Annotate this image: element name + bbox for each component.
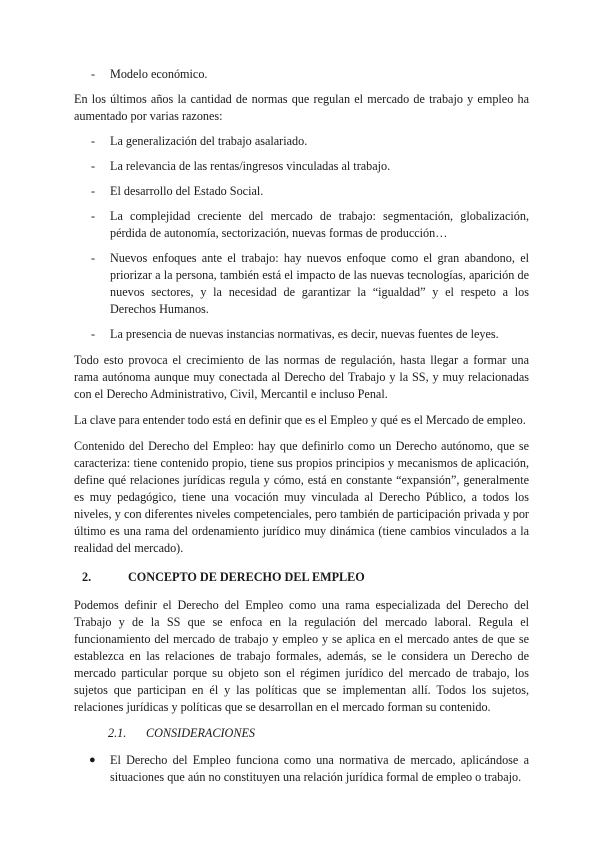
dash-marker: - <box>91 184 96 198</box>
paragraph: Todo esto provoca el crecimiento de las normas de regulación, hasta llegar a formar una rama autónoma aunque muy conectada al Derecho del Trabajo y la SS, y muy relacionadas con el Derecho Administrativo, Civil, Mercantil e incluso Penal. <box>74 353 529 401</box>
section-number: 2. <box>82 570 92 584</box>
dash-marker: - <box>91 251 96 265</box>
list-item-text: La presencia de nuevas instancias normativas, es decir, nuevas fuentes de leyes. <box>110 327 499 341</box>
section-title: CONCEPTO DE DERECHO DEL EMPLEO <box>128 570 365 584</box>
reasons-list <box>74 133 529 343</box>
list-item <box>74 158 529 175</box>
bullet-item <box>74 752 529 786</box>
list-item <box>74 326 529 343</box>
page-content <box>74 66 529 786</box>
list-item <box>74 133 529 150</box>
list-item-text: La complejidad creciente del mercado de trabajo: segmentación, globalización, pérdida de autonomía, sectorización, nuevas formas de producción… <box>110 209 529 240</box>
paragraph: Podemos definir el Derecho del Empleo como una rama especializada del Derecho del Trabajo y de la SS que se enfoca en la regulación del mercado laboral. Regula el funcionamiento del mercado de trabajo y empleo y se aplica en el mercado antes de que se establezca en las relaciones de trabajo formales, además, se le considera un Derecho de mercado particular porque su objeto son el régimen jurídico del mercado de trabajo, los sujetos que participan en él y las políticas que se implementan allí. Todos los sujetos, relaciones jurídicas y políticas que se desarrollan en el mercado forman su contenido. <box>74 598 529 714</box>
list-item-text: Nuevos enfoques ante el trabajo: hay nuevos enfoque como el gran abandono, el priorizar a la persona, también está el impacto de las nuevas tecnologías, aparición de nuevos sectores, y la necesidad de garantizar la “igualdad” y el respeto a los Derechos Humanos. <box>110 251 529 316</box>
subsection-heading <box>74 725 529 742</box>
paragraph: La clave para entender todo está en definir que es el Empleo y qué es el Mercado de empleo. <box>74 413 526 427</box>
list-item <box>74 66 529 83</box>
subsection-title: CONSIDERACIONES <box>146 726 256 740</box>
dash-marker: - <box>91 209 96 223</box>
list-item-text: El desarrollo del Estado Social. <box>110 184 264 198</box>
bullet-item-text: El Derecho del Empleo funciona como una normativa de mercado, aplicándose a situaciones que aún no constituyen una relación jurídica formal de empleo o trabajo. <box>110 753 529 784</box>
intro-paragraph: En los últimos años la cantidad de normas que regulan el mercado de trabajo y empleo ha aumentado por varias razones: <box>74 92 529 123</box>
bullet-marker: ● <box>89 754 96 766</box>
dash-marker: - <box>91 327 96 341</box>
section-heading <box>74 569 529 586</box>
list-item-text: La generalización del trabajo asalariado. <box>110 134 308 148</box>
dash-marker: - <box>91 159 96 173</box>
list-item <box>74 183 529 200</box>
list-item-text: Modelo económico. <box>110 67 208 81</box>
list-item-text: La relevancia de las rentas/ingresos vinculadas al trabajo. <box>110 159 391 173</box>
list-item <box>74 250 529 318</box>
dash-marker: - <box>91 67 96 81</box>
subsection-number: 2.1. <box>108 726 127 740</box>
list-item <box>74 208 529 242</box>
dash-marker: - <box>91 134 96 148</box>
paragraph: Contenido del Derecho del Empleo: hay que definirlo como un Derecho autónomo, que se caracteriza: tiene contenido propio, tiene sus propios principios y mecanismos de aplicación, define qué relaciones jurídicas regula y cómo, está en constante “expansión”, generalmente es muy pedagógico, tiene una vocación muy vinculada al Derecho Público, a todos los niveles, y con diferentes niveles competenciales, pero también de participación privada y por último es una rama del ordenamiento jurídico muy dinámica (tiene cambios vinculados a la realidad del mercado). <box>74 439 529 555</box>
